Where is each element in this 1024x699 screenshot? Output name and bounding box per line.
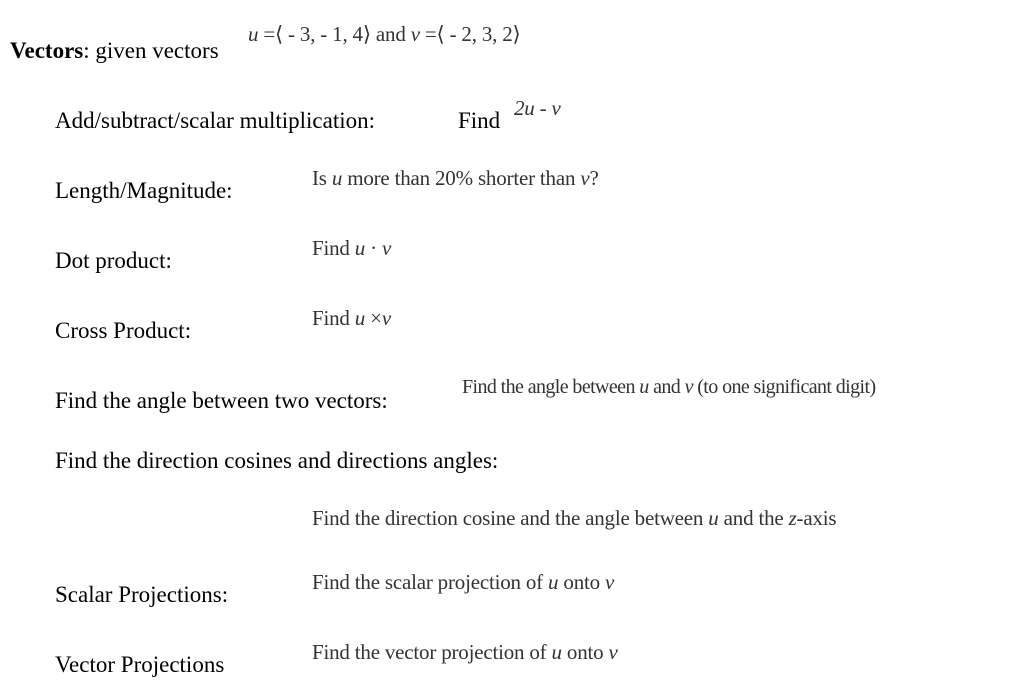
- vector-question-v: v: [608, 640, 618, 664]
- cross-product-label: Cross Product:: [55, 318, 192, 343]
- and-word: and: [375, 22, 406, 46]
- add-subtract-label: Add/subtract/scalar multiplication:: [55, 108, 376, 133]
- v-symbol: v: [410, 22, 420, 46]
- angle-question-v: v: [684, 376, 693, 398]
- dot-product-label: Dot product:: [55, 248, 172, 273]
- angle-question-and: and: [653, 376, 681, 398]
- scalar-question-onto: onto: [563, 570, 600, 594]
- vector-projection-question: [312, 640, 618, 665]
- direction-question-end: -axis: [796, 506, 837, 530]
- length-question-u: u: [331, 166, 343, 190]
- direction-question-u: u: [708, 506, 719, 530]
- vector-question-u: u: [551, 640, 562, 664]
- angle-question-u: u: [639, 376, 649, 398]
- direction-question-and: and the: [723, 506, 784, 530]
- dot-question-find: Find: [312, 236, 350, 260]
- direction-question-start: Find the direction cosine and the angle between: [312, 506, 704, 530]
- u-definition: =⟨ - 3, - 1, 4⟩: [263, 22, 371, 46]
- direction-cosines-label: Find the direction cosines and directions angles:: [55, 448, 499, 473]
- dot-question-v: v: [382, 236, 392, 260]
- vectors-heading-text: : given vectors: [83, 38, 219, 63]
- vector-question-start: Find the vector projection of: [312, 640, 547, 664]
- two-u-minus-v-expression: 2u - v: [514, 96, 561, 120]
- dot-operator: ·: [370, 236, 382, 260]
- vectors-heading-bold: Vectors: [10, 38, 84, 63]
- length-question-end: ?: [589, 166, 599, 190]
- length-question: [312, 166, 599, 191]
- scalar-question-v: v: [605, 570, 615, 594]
- dot-product-question: [312, 236, 391, 261]
- angle-question-start: Find the angle between: [462, 376, 635, 398]
- scalar-projection-question: [312, 570, 614, 595]
- cross-product-question: [312, 306, 391, 331]
- length-question-v: v: [580, 166, 590, 190]
- dot-question-u: u: [354, 236, 366, 260]
- angle-question-end: (to one significant digit): [697, 376, 876, 398]
- given-vectors-expression: [248, 22, 521, 47]
- scalar-question-u: u: [548, 570, 559, 594]
- cross-operator: ×: [370, 306, 382, 330]
- vectors-heading: [10, 38, 219, 64]
- cross-question-u: u: [354, 306, 366, 330]
- angle-question: [462, 376, 876, 399]
- length-question-middle: more than 20% shorter than: [347, 166, 576, 190]
- vector-projections-label: Vector Projections: [55, 652, 225, 677]
- cross-question-find: Find: [312, 306, 350, 330]
- scalar-projections-label: Scalar Projections:: [55, 582, 229, 607]
- cross-question-v: v: [381, 306, 391, 330]
- length-magnitude-label: Length/Magnitude:: [55, 178, 233, 203]
- direction-cosine-question: [312, 506, 836, 531]
- find-word: Find: [458, 108, 501, 133]
- u-symbol: u: [248, 22, 259, 46]
- scalar-question-start: Find the scalar projection of: [312, 570, 543, 594]
- length-question-start: Is: [312, 166, 327, 190]
- angle-between-label: Find the angle between two vectors:: [55, 388, 388, 413]
- v-definition: =⟨ - 2, 3, 2⟩: [424, 22, 521, 46]
- direction-question-z: z: [788, 506, 797, 530]
- vector-question-onto: onto: [566, 640, 604, 664]
